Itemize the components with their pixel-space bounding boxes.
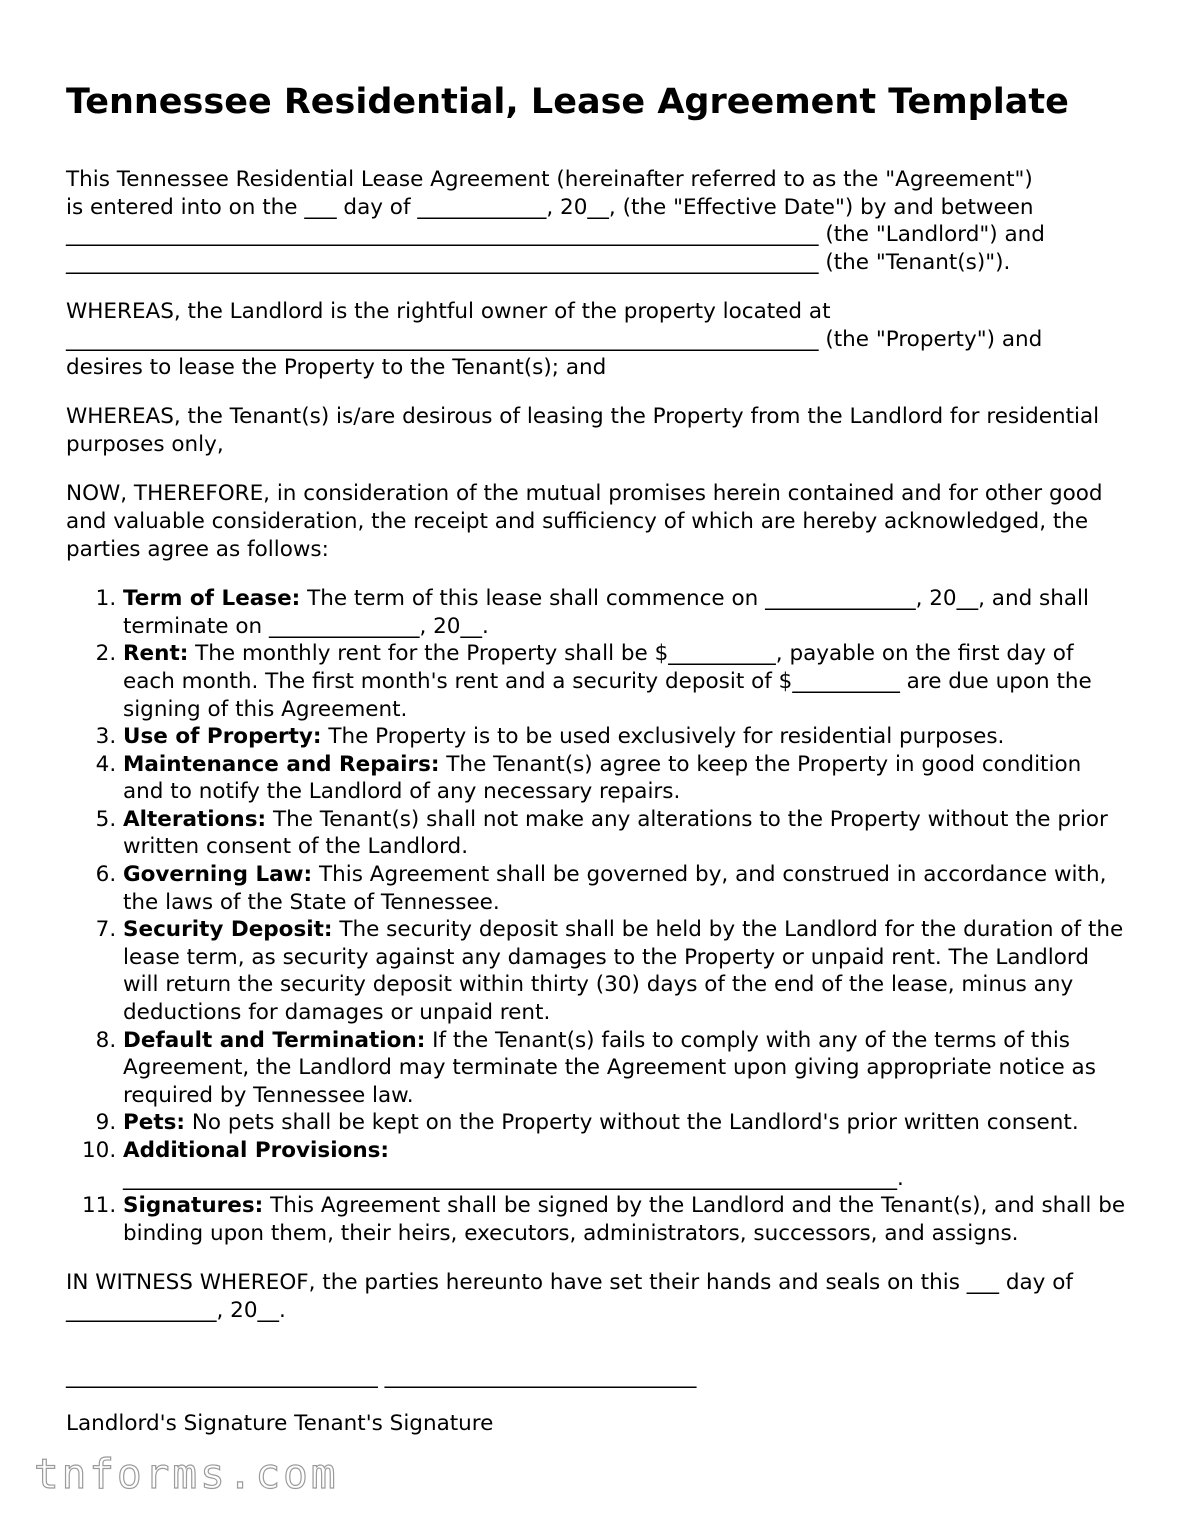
signature-lines: _____________________________ _____________________________ [66,1363,697,1389]
term-heading: Term of Lease: [123,586,301,612]
intro-paragraph [66,166,1126,276]
term-text: The monthly rent for the Property shall be $__________, payable on the first day of each month. The first month's rent and a security deposit of $__________ are due upon the signing of this Agreement. [123,641,1092,722]
term-item-lease [123,585,1126,640]
intro-line-1: This Tennessee Residential Lease Agreement (hereinafter referred to as the "Agreement") [66,167,1033,192]
term-text: The security deposit shall be held by the Landlord for the duration of the lease term, as security against any damages to the Property or unpaid rent. The Landlord will return the security deposit within thirty (30) days of the end of the lease, minus any deductions for damages or unpaid rent. [123,917,1124,1026]
terms-list [66,585,1126,1247]
document-page [66,78,1126,1438]
term-text: The Property is to be used exclusively for residential purposes. [321,724,1005,750]
term-heading: Security Deposit: [123,917,333,943]
intro-line-2: is entered into on the ___ day of ____________, 20__, (the "Effective Date") by and between [66,194,1034,220]
now-therefore-paragraph: NOW, THEREFORE, in consideration of the mutual promises herein contained and for other good and valuable consideration, the receipt and sufficiency of which are hereby acknowledged, the parties agree as follows: [66,481,1103,562]
term-text: This Agreement shall be governed by, and construed in accordance with, the laws of the State of Tennessee. [123,862,1107,915]
term-text: The Tenant(s) shall not make any alterations to the Property without the prior written consent of the Landlord. [123,806,1108,860]
intro-line-4: ______________________________________________________________________ (the "Tenant(s)"). [66,249,1011,275]
term-text: The Tenant(s) agree to keep the Property in good condition and to notify the Landlord of any necessary repairs. [123,751,1082,805]
term-item-governing-law [123,861,1126,916]
whereas-owner-paragraph [66,298,1126,381]
term-heading: Alterations: [123,806,267,832]
term-heading: Use of Property: [123,724,322,750]
witness-paragraph: IN WITNESS WHEREOF, the parties hereunto have set their hands and seals on this ___ day of ______________, 20__. [66,1270,1073,1323]
term-heading: Rent: [123,641,189,667]
term-item-maintenance [123,751,1126,806]
term-heading: Maintenance and Repairs: [123,751,440,777]
term-text: ________________________________________________________________________. [123,1165,904,1191]
term-item-rent [123,640,1126,723]
term-heading: Signatures: [123,1193,264,1219]
term-text: The term of this lease shall commence on ______________, 20__, and shall terminate on ______________, 20__. [123,586,1090,639]
watermark-logo: tnforms.com [34,1450,339,1498]
whereas-tenant-paragraph: WHEREAS, the Tenant(s) is/are desirous of leasing the Property from the Landlord for residential purposes only, [66,404,1100,457]
term-item-signatures [123,1192,1126,1247]
term-heading: Pets: [123,1110,186,1136]
term-heading: Additional Provisions: [123,1138,390,1163]
term-text: This Agreement shall be signed by the Landlord and the Tenant(s), and shall be binding upon them, their heirs, executors, administrators, successors, and assigns. [123,1193,1126,1246]
term-text: No pets shall be kept on the Property without the Landlord's prior written consent. [185,1110,1079,1136]
document-title: Tennessee Residential, Lease Agreement Template [66,82,1069,122]
whereas-owner-line-3: desires to lease the Property to the Tenant(s); and [66,354,607,380]
term-item-additional [123,1137,1126,1192]
whereas-owner-line-1: WHEREAS, the Landlord is the rightful owner of the property located at [66,299,831,325]
term-item-security-deposit [123,916,1126,1026]
term-heading: Governing Law: [123,862,313,888]
term-item-pets [123,1109,1126,1137]
intro-line-3: ______________________________________________________________________ (the "Landlord") and [66,222,1045,248]
term-text: If the Tenant(s) fails to comply with any of the terms of this Agreement, the Landlord may terminate the Agreement upon giving appropriate notice as required by Tennessee law. [123,1027,1096,1108]
whereas-owner-line-2: ______________________________________________________________________ (the "Property") and [66,326,1043,352]
signature-labels: Landlord's Signature Tenant's Signature [66,1411,494,1437]
term-item-use [123,723,1126,751]
term-item-alterations [123,806,1126,861]
term-heading: Default and Termination: [123,1027,426,1053]
term-item-default [123,1027,1126,1110]
